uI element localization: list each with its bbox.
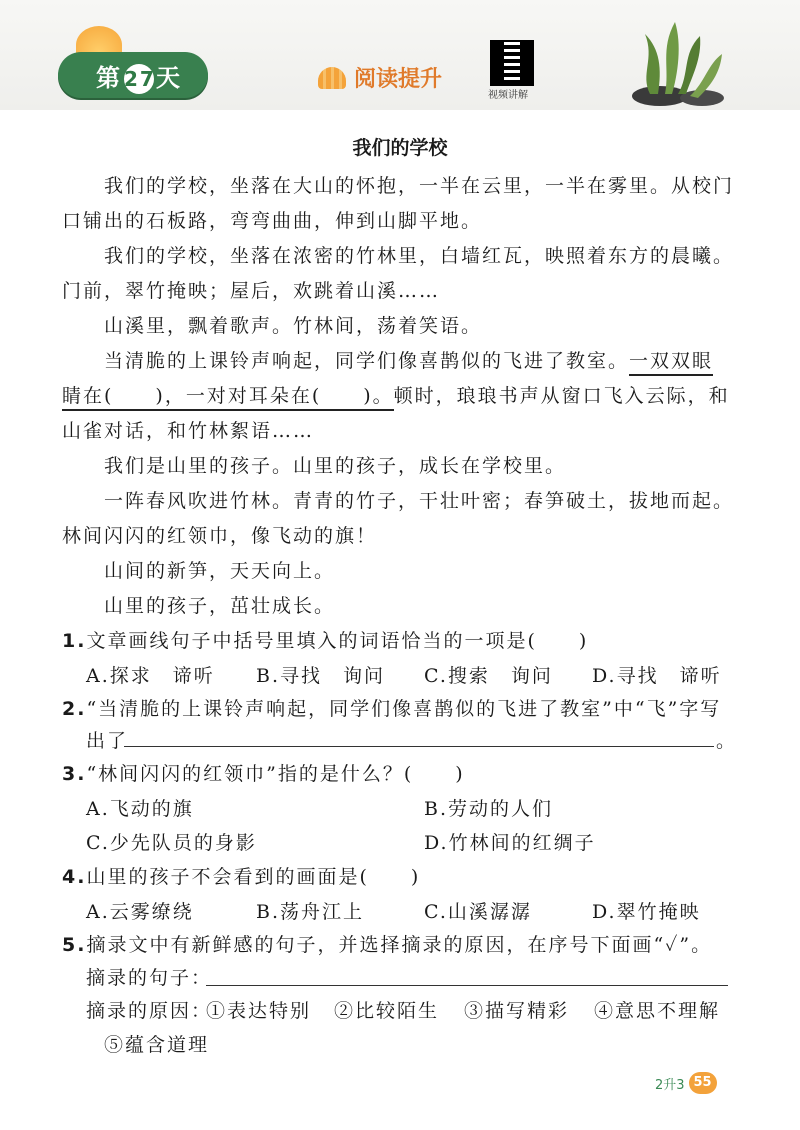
passage-line	[62, 381, 730, 408]
q5-sentence-label: 摘录的句子：	[86, 967, 213, 989]
q5-reason-4[interactable]: ④意思不理解	[594, 1000, 721, 1022]
passage-line	[104, 346, 713, 373]
page-number: 55	[689, 1072, 717, 1094]
passage-line: 山雀对话，和竹林絮语……	[62, 420, 315, 442]
passage-line: 山里的孩子，茁壮成长。	[104, 595, 336, 617]
page-footer	[655, 1072, 717, 1094]
question-text: “林间闪闪的红领巾”指的是什么？( )	[86, 763, 465, 785]
q3-option-b[interactable]: B.劳动的人们	[424, 798, 554, 820]
passage-line: 我们的学校，坐落在大山的怀抱，一半在云里，一半在雾里。从校门	[104, 175, 735, 197]
q3-option-a[interactable]: A.飞动的旗	[86, 798, 194, 820]
section-title	[318, 62, 442, 93]
q5-reason-2[interactable]: ②比较陌生	[334, 1000, 440, 1022]
passage-line: 门前，翠竹掩映；屋后，欢跳着山溪……	[62, 280, 441, 302]
question-text: 摘录文中有新鲜感的句子，并选择摘录的原因，在序号下面画“✓”。	[86, 934, 713, 956]
grade-label: 2升3	[655, 1077, 685, 1093]
q2-prompt: 出了	[86, 730, 129, 752]
passage-line: 口铺出的石板路，弯弯曲曲，伸到山脚平地。	[62, 210, 483, 232]
q5-reason-3[interactable]: ③描写精彩	[464, 1000, 570, 1022]
q2-answer-line[interactable]	[124, 746, 714, 747]
passage-line: 一阵春风吹进竹林。青青的竹子，干壮叶密；春笋破土，拔地而起。	[104, 490, 735, 512]
q1-option-d[interactable]: D.寻找 谛听	[592, 665, 722, 687]
question-1	[62, 626, 588, 653]
passage-line: 我们是山里的孩子。山里的孩子，成长在学校里。	[104, 455, 567, 477]
q1-option-b[interactable]: B.寻找 询问	[256, 665, 386, 687]
question-text: “当清脆的上课铃声响起，同学们像喜鹊似的飞进了教室”中“飞”字写	[86, 698, 722, 720]
underlined-sentence: 睛在( )，一对对耳朵在( )。	[62, 385, 394, 411]
day-label	[96, 58, 182, 94]
passage-sentence: 当清脆的上课铃声响起，同学们像喜鹊似的飞进了教室。	[104, 350, 630, 372]
q5-sentence-answer-line[interactable]	[206, 985, 728, 986]
question-4	[62, 862, 420, 889]
question-number: 1.	[62, 630, 87, 652]
q5-reason-label: 摘录的原因：	[86, 1000, 213, 1022]
seaweed-plant-icon	[620, 14, 740, 106]
q4-option-a[interactable]: A.云雾缭绕	[86, 901, 194, 923]
question-text: 山里的孩子不会看到的画面是( )	[86, 866, 421, 888]
q5-reason-1[interactable]: ①表达特别	[206, 1000, 312, 1022]
q1-option-a[interactable]: A.探求 谛听	[86, 665, 215, 687]
question-number: 2.	[62, 698, 87, 720]
question-number: 5.	[62, 934, 87, 956]
q2-end-mark: 。	[716, 730, 738, 752]
passage-line: 山间的新笋，天天向上。	[104, 560, 336, 582]
passage-line: 我们的学校，坐落在浓密的竹林里，白墙红瓦，映照着东方的晨曦。	[104, 245, 735, 267]
qr-label: 视频讲解	[488, 90, 528, 101]
passage-line: 山溪里，飘着歌声。竹林间，荡着笑语。	[104, 315, 483, 337]
q3-option-d[interactable]: D.竹林间的红绸子	[424, 832, 596, 854]
q1-option-c[interactable]: C.搜索 询问	[424, 665, 553, 687]
passage-line: 林间闪闪的红领巾，像飞动的旗！	[62, 525, 378, 547]
passage-title: 我们的学校	[352, 137, 448, 159]
question-text: 文章画线句子中括号里填入的词语恰当的一项是( )	[86, 630, 589, 652]
q4-option-c[interactable]: C.山溪潺潺	[424, 901, 532, 923]
q4-option-b[interactable]: B.荡舟江上	[256, 901, 365, 923]
day-suffix: 天	[156, 64, 182, 92]
question-number: 3.	[62, 763, 87, 785]
underlined-sentence: 一双双眼	[629, 350, 713, 376]
day-number: 27	[124, 64, 154, 94]
q4-option-d[interactable]: D.翠竹掩映	[592, 901, 701, 923]
passage-sentence: 顿时，琅琅书声从窗口飞入云际，和	[393, 385, 730, 407]
question-number: 4.	[62, 866, 87, 888]
question-2	[62, 694, 721, 721]
question-3	[62, 759, 465, 786]
q5-reason-5[interactable]: ⑤蕴含道理	[104, 1034, 210, 1056]
section-label: 阅读提升	[354, 67, 443, 92]
day-prefix: 第	[96, 64, 122, 92]
qr-code-icon[interactable]	[490, 40, 534, 86]
question-5	[62, 930, 712, 957]
q3-option-c[interactable]: C.少先队员的身影	[86, 832, 257, 854]
shell-icon	[318, 67, 346, 89]
